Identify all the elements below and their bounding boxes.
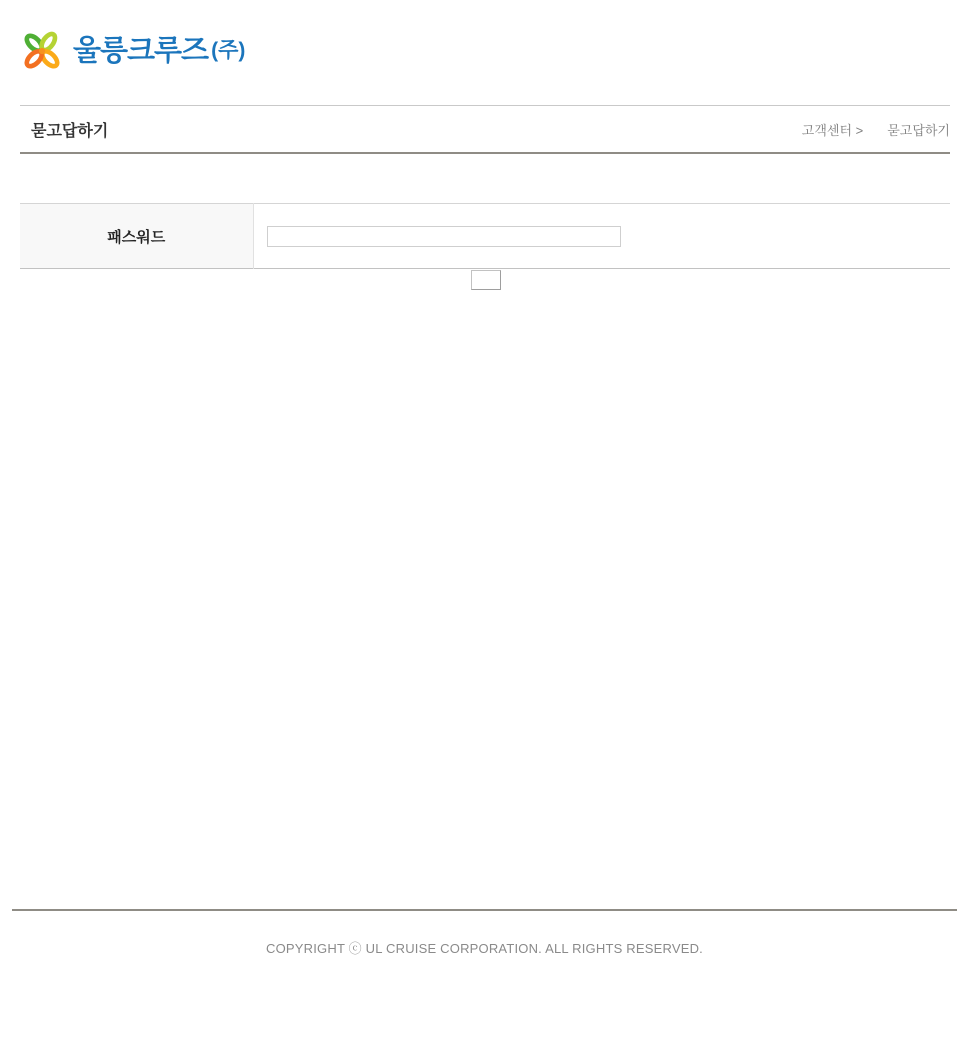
logo-company-name: 울릉크루즈 <box>73 35 209 67</box>
confirm-button[interactable] <box>471 270 501 290</box>
logo-company-suffix: (주) <box>211 39 246 62</box>
breadcrumb-current: 묻고답하기 <box>887 122 950 138</box>
password-input[interactable] <box>267 226 621 247</box>
password-input-cell <box>253 204 950 269</box>
page-title-bar <box>20 105 950 154</box>
page-footer <box>12 909 957 957</box>
pinwheel-flower-logo-icon <box>20 28 64 74</box>
table-row <box>20 204 950 269</box>
logo[interactable] <box>20 28 245 74</box>
password-form-table <box>20 203 950 269</box>
breadcrumb <box>802 120 950 139</box>
page-title: 묻고답하기 <box>31 122 109 140</box>
copyright-text: COPYRIGHT ⓒ UL CRUISE CORPORATION. ALL RIGHTS RESERVED. <box>266 941 703 956</box>
logo-petal-center <box>39 48 45 54</box>
breadcrumb-parent[interactable]: 고객센터 > <box>801 122 864 138</box>
password-label: 패스워드 <box>20 204 253 269</box>
